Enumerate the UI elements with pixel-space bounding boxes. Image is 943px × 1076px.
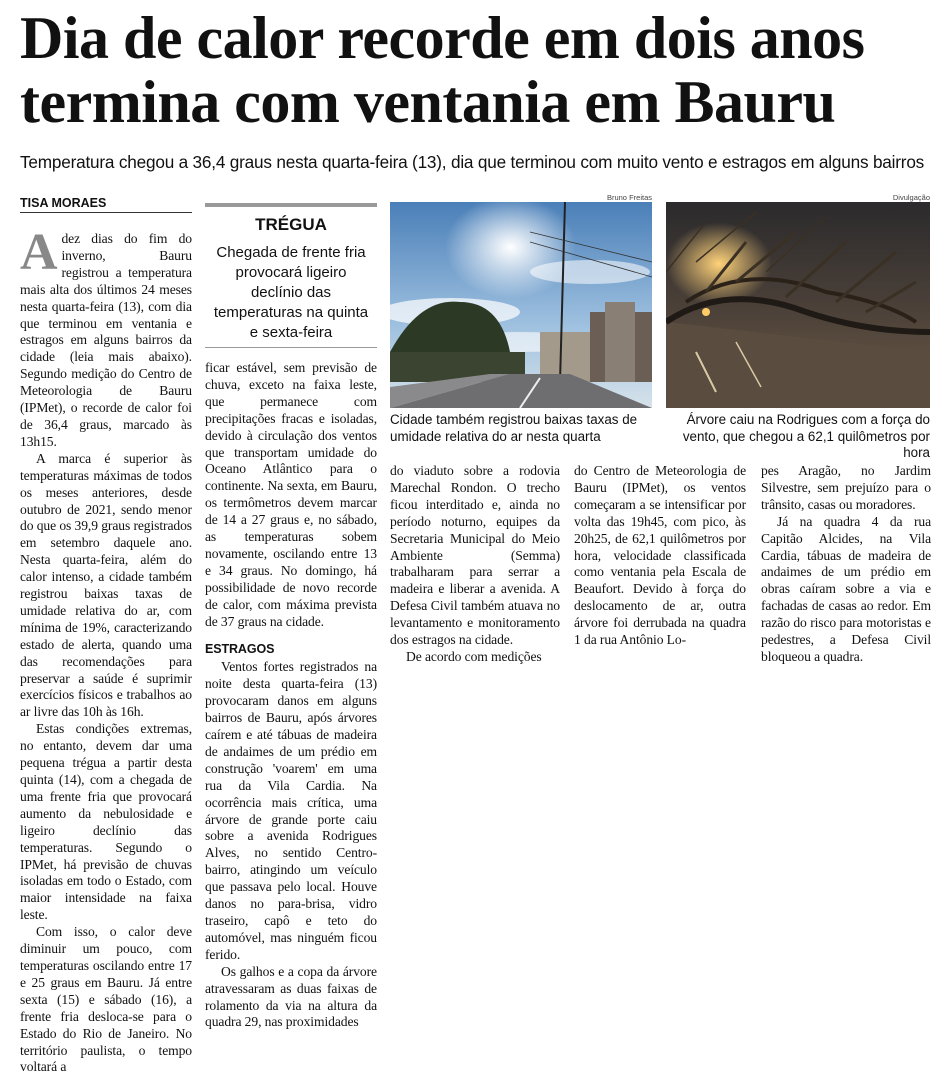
- paragraph: pes Aragão, no Jardim Silvestre, sem prejuízo para o trânsito, casas ou moradores.: [761, 463, 931, 512]
- paragraph: Ventos fortes registrados na noite desta quarta-feira (13) provocaram danos em alguns bairros de Bauru, após árvores caírem e até tábuas de madeira de andaimes de um prédio em construção 'voarem' em uma rua da Vila Cardia. Na ocorrência mais crítica, uma árvore de grande porte caiu sobre a avenida Rodrigues Alves, no sentido Centro-bairro, atingindo um veículo que passava pelo local. Houve danos no para-brisa, vidro traseiro, capô e teto do automóvel, mas ninguém ficou ferido.: [205, 659, 377, 962]
- headline-line-2: termina com ventania em Bauru: [20, 69, 836, 135]
- sidebar-tag: TRÉGUA: [255, 215, 327, 234]
- paragraph: A marca é superior às temperaturas máximas de todos os meses anteriores, desde outubro de 2021, sendo menor do que os 39,9 graus registrados em setembro daquele ano. Nesta quarta-feira, além do calor intenso, a cidade também registrou baixas taxas de umidade relativa do ar, com mínima de 19%, caracterizando estado de alerta, quando uma das recomendações para preservar a saúde é suprimir exercícios físicos e trabalhos ao ar livre das 10h às 16h.: [20, 450, 192, 720]
- sidebar-text: Chegada de frente fria provocará ligeiro declínio das temperaturas na quinta e sexta-feira: [213, 244, 369, 341]
- paragraph: De acordo com medições: [406, 648, 542, 664]
- paragraph: Já na quadra 4 da rua Capitão Alcides, na Vila Cardia, tábuas de madeira de andaimes de um prédio em obras caíram sobre a via e fachadas de casas ao redor. Em razão do risco para motoristas e pedestres, a Defesa Civil bloqueou a quadra.: [761, 513, 931, 664]
- byline: TISA MORAES: [20, 196, 192, 213]
- paragraph: ficar estável, sem previsão de chuva, exceto na faixa leste, que permanece com precipitações fracas e isoladas, devido à circulação dos ventos que transportam umidade do Oceano Atlântico para o continente. Na sexta, em Bauru, os termômetros devem marcar de 14 a 27 graus e, no sábado, as temperaturas sobem novamente, oscilando entre 13 e 34 graus. No domingo, há possibilidade de novo recorde de calor, com máxima prevista de 37 graus na cidade.: [205, 360, 377, 629]
- headline: [20, 6, 935, 134]
- paragraph: Com isso, o calor deve diminuir um pouco, com temperaturas oscilando entre 17 e 25 graus em Bauru. Já entre sexta (15) e sábado (16), a frente fria desloca-se para o Estado do Rio de Janeiro. No território paulista, o tempo voltará a: [20, 924, 192, 1075]
- article-column-2: [205, 360, 377, 1031]
- article-column-3: [390, 463, 560, 666]
- paragraph: Estas condições extremas, no entanto, devem dar uma pequena trégua a partir desta quinta (14), com a chegada de uma frente fria que provocará aumento da nebulosidade e ligeiro declínio das temperaturas. Segundo o IPMet, há previsão de chuvas isoladas em todo o Estado, com maior intensidade na faixa leste.: [20, 721, 192, 923]
- photo-2-caption: Árvore caiu na Rodrigues com a força do vento, que chegou a 62,1 quilômetros por hora: [682, 412, 930, 460]
- article-column-4: [574, 463, 746, 649]
- article-column-5: [761, 463, 931, 666]
- paragraph: Os galhos e a copa da árvore atravessaram as duas faixas de rolamento da via na altura da quadra 29, nas proximidades: [205, 963, 377, 1030]
- section-subhead: ESTRAGOS: [205, 641, 275, 656]
- sidebar-box: [205, 203, 377, 348]
- photo-2-fallen-tree: [666, 202, 930, 408]
- paragraph: do viaduto sobre a rodovia Marechal Rondon. O trecho ficou interditado e, ainda no período noturno, equipes da Secretaria Municipal do Meio Ambiente (Semma) trabalharam para serrar a madeira e liberar a avenida. A Defesa Civil também atuava no levantamento e monitoramento dos estragos na cidade.: [390, 463, 560, 648]
- article-column-1: [20, 224, 192, 1076]
- paragraph: do Centro de Meteorologia de Bauru (IPMet), os ventos começaram a se intensificar por volta das 19h45, com pico, às 20h25, de 62,1 quilômetros por hora, velocidade classificada como ventania pela Escala de Beaufort. Devido à força do deslocamento de ar, outra árvore foi derrubada na quadra 1 da rua Antônio Lo-: [574, 463, 746, 648]
- photo-1-credit: Bruno Freitas: [606, 193, 652, 202]
- photo-1-street-sky: [390, 202, 652, 408]
- photo-2-credit: Divulgação: [892, 193, 930, 202]
- drop-cap: A: [20, 224, 58, 281]
- headline-line-1: Dia de calor recorde em dois anos: [20, 5, 865, 71]
- subheadline: Temperatura chegou a 36,4 graus nesta quarta-feira (13), dia que terminou com muito vento e estragos em alguns bairros: [20, 152, 925, 172]
- photo-1-caption: Cidade também registrou baixas taxas de umidade relativa do ar nesta quarta: [390, 412, 638, 444]
- paragraph: dez dias do fim do inverno, Bauru registrou a temperatura mais alta dos últimos 24 meses nesta quarta-feira (13), com dia que terminou em ventania e estragos em alguns bairros da cidade (leia mais abaixo). Segundo medição do Centro de Meteorologia de Bauru (IPMet), o recorde de calor foi de 36,4 graus, marcado às 13h15.: [20, 231, 192, 449]
